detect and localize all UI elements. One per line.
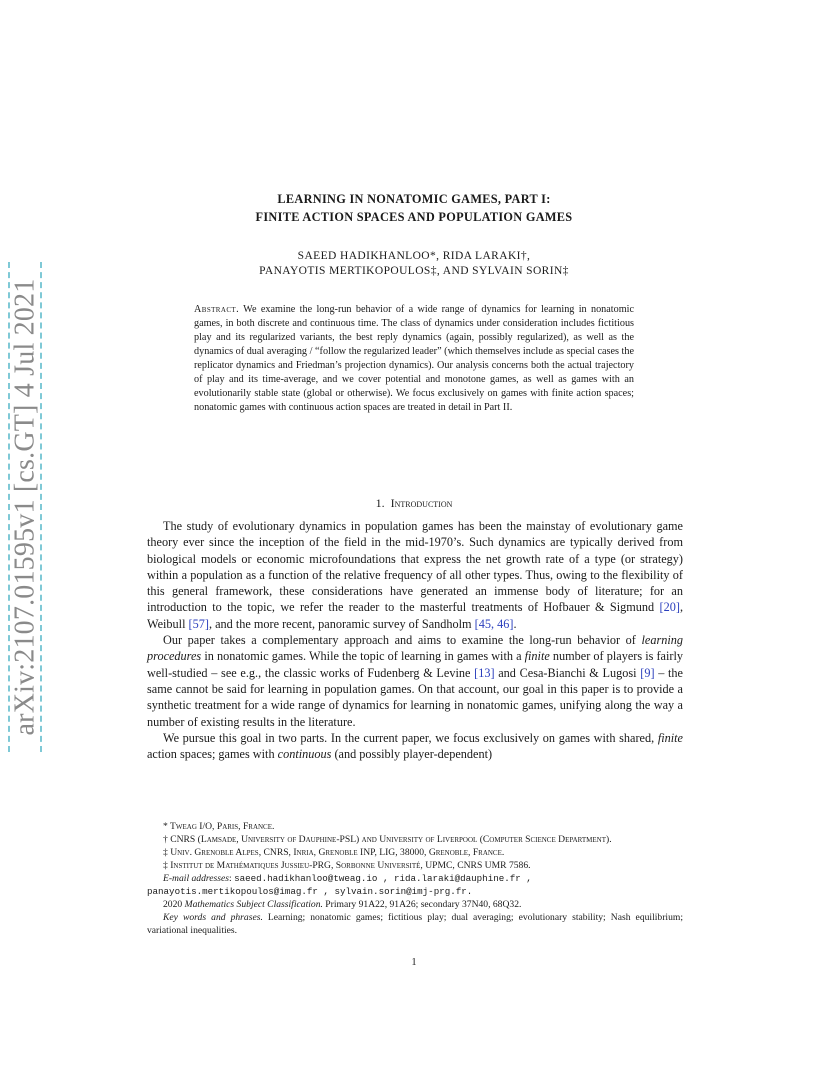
abstract [194,303,634,415]
email-addresses-2[interactable]: panayotis.mertikopoulos@imag.fr , sylvain.sorin@imj-prg.fr. [147,886,473,897]
page-number: 1 [411,957,417,968]
footnote-affiliation-3: ‡ Univ. Grenoble Alpes, CNRS, Inria, Grenoble INP, LIG, 38000, Grenoble, France. [163,847,505,858]
footnote-affiliation-4: ‡ Institut de Mathématiques Jussieu-PRG, Sorbonne Université, UPMC, CNRS UMR 7586. [163,860,531,871]
footnotes [147,820,683,937]
paragraph-3-text-b: action spaces; games with [147,747,278,762]
paragraph-3-text-a: We pursue this goal in two parts. In the current paper, we focus exclusively on games with shared, [163,730,658,745]
msc-text: Primary 91A22, 91A26; secondary 37N40, 68Q32. [322,899,522,910]
paragraph-2 [147,632,683,730]
msc-label: Mathematics Subject Classification. [184,899,323,910]
paragraph-3-text-c: (and possibly player-dependent) [331,747,493,762]
paper-title-line-2: FINITE ACTION SPACES AND POPULATION GAMES [255,210,573,224]
paragraph-2-text-c: number of players is fairly well-studied – see e.g., the classic works of Fudenberg & Levine [147,649,683,680]
paragraph-2-text-d: and Cesa-Bianchi & Lugosi [494,665,641,680]
section-heading [0,496,828,511]
paragraph-1-text-d: . [513,616,517,631]
section-title: Introduction [390,496,453,510]
keywords-label: Key words and phrases. [163,912,263,923]
footnote-keywords [147,911,683,937]
citation-link[interactable]: [57] [188,616,209,631]
citation-link[interactable]: [13] [474,665,495,680]
msc-year: 2020 [163,899,185,910]
paragraph-3-emphasis-1: finite [657,730,683,745]
keywords-text: Learning; nonatomic games; fictitious play; dual averaging; evolutionary stability; Nash equilibrium; variational inequalities. [147,912,683,936]
authors-line-1: SAEED HADIKHANLOO*, RIDA LARAKI†, [297,250,531,262]
paragraph-1-text-b: , Weibull [147,600,683,631]
paper-title-line-1: LEARNING IN NONATOMIC GAMES, PART I: [277,192,551,206]
paragraph-1 [147,518,683,632]
email-label: E-mail addresses [163,873,229,884]
paragraph-2-emphasis-2: finite [524,649,550,664]
footnote-affiliation-1: * Tweag I/O, Paris, France. [163,821,275,832]
abstract-text: We examine the long-run behavior of a wide range of dynamics for learning in nonatomic games, in both discrete and continuous time. The class of dynamics under consideration includes fictitious play and its regularized variants, the best reply dynamics (again, possibly regularized), as well as the dynamics of dual averaging / “follow the regularized leader” (which themselves include as special cases the replicator dynamics and Friedman’s projection dynamics). Our analysis concerns both the actual trajectory of play and its time-average, and we cover potential and monotone games, as well as games with an evolutionarily stable state (global or otherwise). We focus exclusively on games with finite action spaces; nonatomic games with continuous action spaces are treated in detail in Part II. [194,304,634,413]
footnote-msc [147,898,683,911]
citation-link[interactable]: [45, 46] [474,616,514,631]
citation-link[interactable]: [9] [640,665,655,680]
email-addresses-1[interactable]: saeed.hadikhanloo@tweag.io , rida.laraki@dauphine.fr , [234,873,532,884]
paragraph-3 [147,730,683,763]
footnote-emails: E-mail addresses: saeed.hadikhanloo@tweag.io , rida.laraki@dauphine.fr , [163,873,532,884]
footnote-affiliation-2: † CNRS (Lamsade, University of Dauphine-PSL) and University of Liverpool (Computer Science Department). [163,834,612,845]
abstract-heading: Abstract. [194,304,240,315]
paragraph-2-text-b: in nonatomic games. While the topic of learning in games with a [201,649,525,664]
section-number: 1. [375,496,385,510]
citation-link[interactable]: [20] [659,600,680,615]
paragraph-1-text-c: , and the more recent, panoramic survey of Sandholm [208,616,475,631]
paragraph-2-text-e: – the same cannot be said for learning in population games. On that account, our goal in this paper is to provide a synthetic treatment for a wide range of dynamics for learning in nonatomic games, unifying along the way a number of existing results in the literature. [147,665,683,729]
footnote-emails-cont [147,885,683,898]
authors-line-2: PANAYOTIS MERTIKOPOULOS‡, AND SYLVAIN SORIN‡ [259,265,569,277]
arxiv-stamp-text: arXiv:2107.01595v1 [cs.GT] 4 Jul 2021 [9,278,40,736]
paragraph-2-emphasis-1: learning procedures [147,633,683,664]
body-text [147,518,683,762]
paragraph-1-text-a: The study of evolutionary dynamics in population games has been the mainstay of evolutionary game theory ever since the inception of the field in the mid-1970’s. Such dynamics are typically derived from biological models or economic microfoundations that express the net growth rate of a type (or strategy) within a population as a function of the relative frequency of all other types. Thus, owing to the flexibility of this general framework, these considerations have generated an immense body of literature; for an introduction to the topic, we refer the reader to the masterful treatments of Hofbauer & Sigmund [147,519,683,615]
paragraph-2-text-a: Our paper takes a complementary approach and aims to examine the long-run behavior of [163,633,642,648]
paragraph-3-emphasis-2: continuous [277,747,332,762]
